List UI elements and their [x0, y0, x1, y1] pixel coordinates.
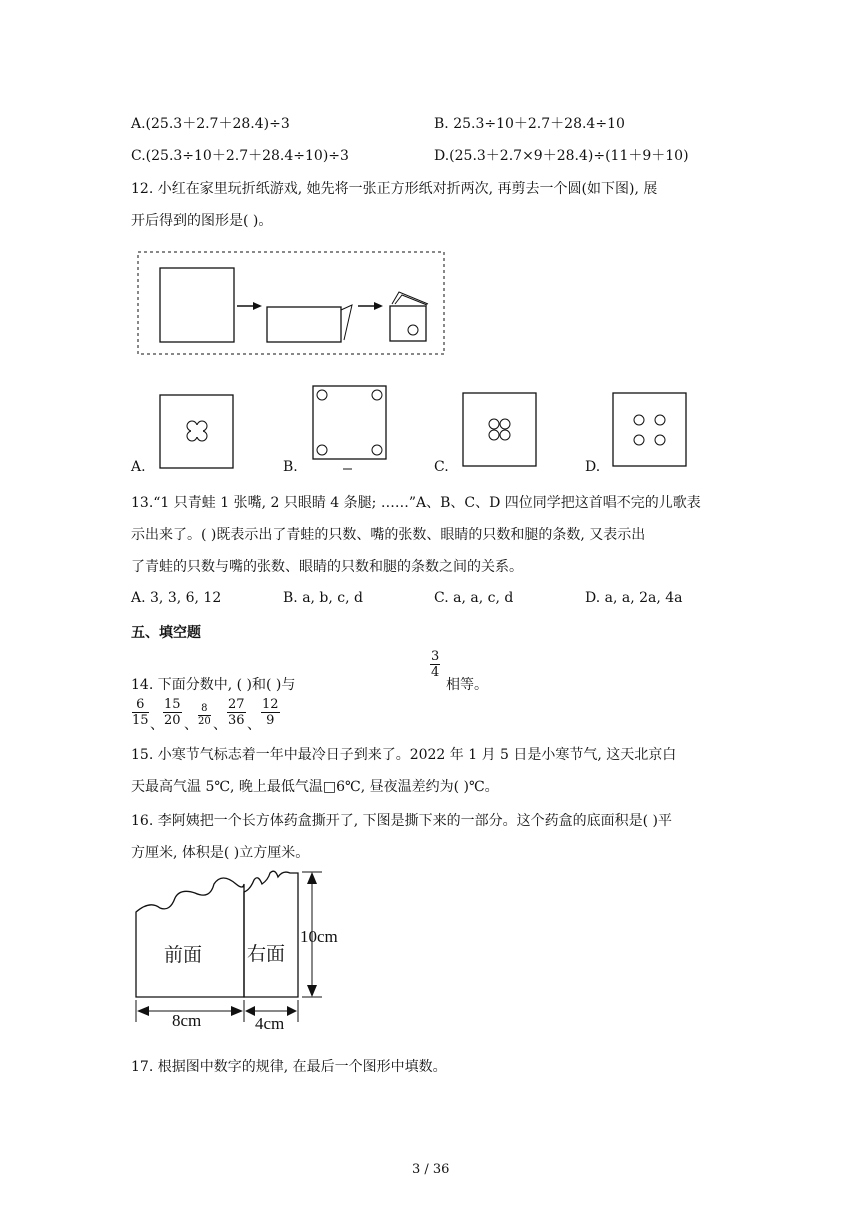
q12-option-a-label: A. [131, 459, 146, 475]
q15-text-line1: 15. 小寒节气标志着一年中最冷日子到来了。2022 年 1 月 5 日是小寒节气, 这天北京白 [131, 747, 677, 763]
fraction-separator: 、 [247, 717, 261, 733]
q13-option-d: D. a, a, 2a, 4a [585, 590, 683, 606]
q13-option-c: C. a, a, c, d [434, 590, 514, 606]
q11-option-c: C.(25.3÷10＋2.7＋28.4÷10)÷3 [131, 148, 349, 164]
q17-text: 17. 根据图中数字的规律, 在最后一个图形中填数。 [131, 1059, 447, 1075]
q16-text-line1: 16. 李阿姨把一个长方体药盒撕开了, 下图是撕下来的一部分。这个药盒的底面积是( )平 [131, 813, 672, 829]
q12-text-line2: 开后得到的图形是( )。 [131, 213, 273, 229]
q12-text-line1: 12. 小红在家里玩折纸游戏, 她先将一张正方形纸对折两次, 再剪去一个圆(如下图), 展 [131, 181, 658, 197]
fraction-27-36: $\frac{27}{36}$ [228, 697, 245, 728]
q12-option-c-label: C. [434, 459, 449, 475]
right-width-label: 4cm [255, 1014, 285, 1033]
page-number: 3 / 36 [412, 1162, 450, 1177]
front-width-label: 8cm [172, 1011, 202, 1030]
q13-option-b: B. a, b, c, d [283, 590, 364, 606]
q15-text-line2: 天最高气温 5℃, 晚上最低气温□6℃, 昼夜温差约为( )℃。 [131, 779, 499, 795]
height-dimension-label: 10cm [300, 927, 338, 946]
fraction-separator: 、 [184, 717, 198, 733]
section-heading: 五、填空题 [131, 625, 201, 641]
front-face-label: 前面 [164, 944, 203, 966]
fraction-separator: 、 [213, 717, 227, 733]
q12-option-d-label: D. [585, 459, 601, 475]
q11-option-d: D.(25.3＋2.7×9＋28.4)÷(11＋9＋10) [434, 148, 689, 164]
fraction-8-20: $\frac{8}{20}$ [198, 703, 211, 727]
q13-option-a: A. 3, 3, 6, 12 [131, 590, 222, 606]
fraction-denominator: 4 [431, 665, 440, 680]
q14-tail: 相等。 [446, 677, 488, 693]
fraction-separator: 、 [150, 717, 164, 733]
right-face-label: 右面 [247, 943, 286, 965]
q11-option-b: B. 25.3÷10＋2.7＋28.4÷10 [434, 116, 625, 132]
q12-option-b-label: B. [283, 459, 298, 475]
fraction-6-15: $\frac{6}{15}$ [132, 697, 149, 728]
q13-text-line1: 13.“1 只青蛙 1 张嘴, 2 只眼睛 4 条腿; ……”A、B、C、D 四位同学把这首唱不完的儿歌表 [131, 495, 701, 511]
q13-text-line2: 示出来了。( )既表示出了青蛙的只数、嘴的张数、眼睛的只数和腿的条数, 又表示出 [131, 527, 646, 543]
q16-text-line2: 方厘米, 体积是( )立方厘米。 [131, 845, 310, 861]
q11-option-a: A.(25.3＋2.7＋28.4)÷3 [131, 116, 290, 132]
fraction-15-20: $\frac{15}{20}$ [164, 697, 181, 728]
fraction-12-9: $\frac{12}{9}$ [262, 697, 279, 728]
q13-text-line3: 了青蛙的只数与嘴的张数、眼睛的只数和腿的条数之间的关系。 [131, 559, 523, 575]
fraction-numerator: 3 [431, 649, 440, 664]
q14-text: 14. 下面分数中, ( )和( )与 [131, 677, 296, 693]
